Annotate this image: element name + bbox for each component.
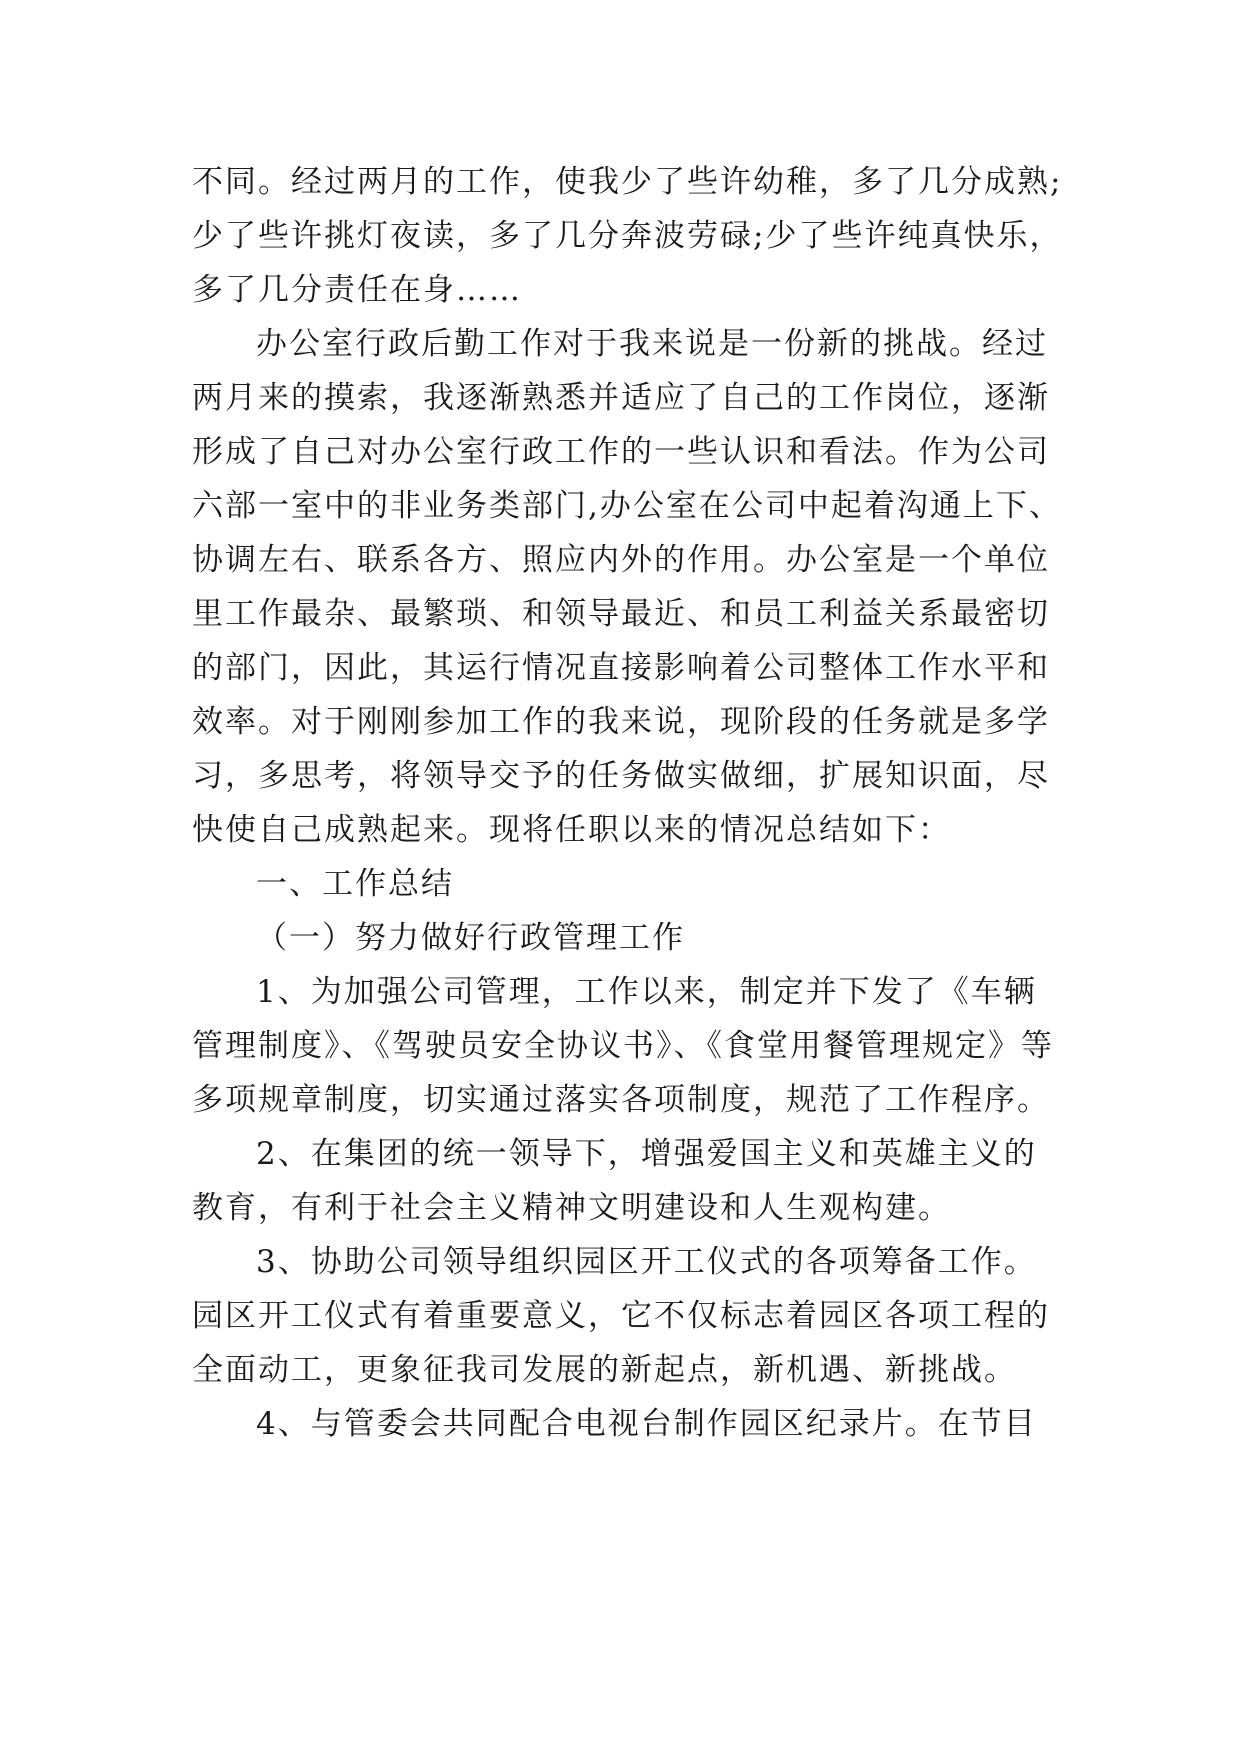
paragraph-first-line: 办公室行政后勤工作对于我来说是一份新的挑战。经过 xyxy=(256,326,1048,362)
list-item-1-first-line: 1、为加强公司管理，工作以来，制定并下发了《车辆 xyxy=(256,974,1037,1010)
text-line: 快使自己成熟起来。现将任职以来的情况总结如下： xyxy=(192,812,951,848)
text-line: 协调左右、联系各方、照应内外的作用。办公室是一个单位 xyxy=(192,542,1050,578)
subsection-heading: （一）努力做好行政管理工作 xyxy=(256,920,685,956)
text-line: 的部门，因此，其运行情况直接影响着公司整体工作水平和 xyxy=(192,650,1050,686)
text-line: 不同。经过两月的工作，使我少了些许幼稚，多了几分成熟; xyxy=(192,164,1063,200)
text-line: 两月来的摸索，我逐渐熟悉并适应了自己的工作岗位，逐渐 xyxy=(192,380,1050,416)
text-line: 形成了自己对办公室行政工作的一些认识和看法。作为公司 xyxy=(192,434,1050,470)
text-line: 多项规章制度，切实通过落实各项制度，规范了工作程序。 xyxy=(192,1082,1050,1118)
list-item-3-first-line: 3、协助公司领导组织园区开工仪式的各项筹备工作。 xyxy=(256,1244,1037,1280)
text-line: 六部一室中的非业务类部门,办公室在公司中起着沟通上下、 xyxy=(192,488,1062,524)
list-item-4-first-line: 4、与管委会共同配合电视台制作园区纪录片。在节目 xyxy=(256,1406,1037,1442)
text-line: 习，多思考，将领导交予的任务做实做细，扩展知识面，尽 xyxy=(192,758,1050,794)
text-line: 少了些许挑灯夜读，多了几分奔波劳碌;少了些许纯真快乐， xyxy=(192,218,1063,254)
text-line: 多了几分责任在身…… xyxy=(192,272,522,308)
section-heading: 一、工作总结 xyxy=(256,866,454,902)
text-line: 里工作最杂、最繁琐、和领导最近、和员工利益关系最密切 xyxy=(192,596,1050,632)
text-line: 园区开工仪式有着重要意义，它不仅标志着园区各项工程的 xyxy=(192,1298,1050,1334)
list-item-2-first-line: 2、在集团的统一领导下，增强爱国主义和英雄主义的 xyxy=(256,1136,1037,1172)
text-line: 教育，有利于社会主义精神文明建设和人生观构建。 xyxy=(192,1190,951,1226)
text-line: 管理制度》、《驾驶员安全协议书》、《食堂用餐管理规定》等 xyxy=(192,1028,1054,1064)
text-line: 全面动工，更象征我司发展的新起点，新机遇、新挑战。 xyxy=(192,1352,1017,1388)
text-line: 效率。对于刚刚参加工作的我来说，现阶段的任务就是多学 xyxy=(192,704,1050,740)
document-body xyxy=(192,155,1082,1451)
